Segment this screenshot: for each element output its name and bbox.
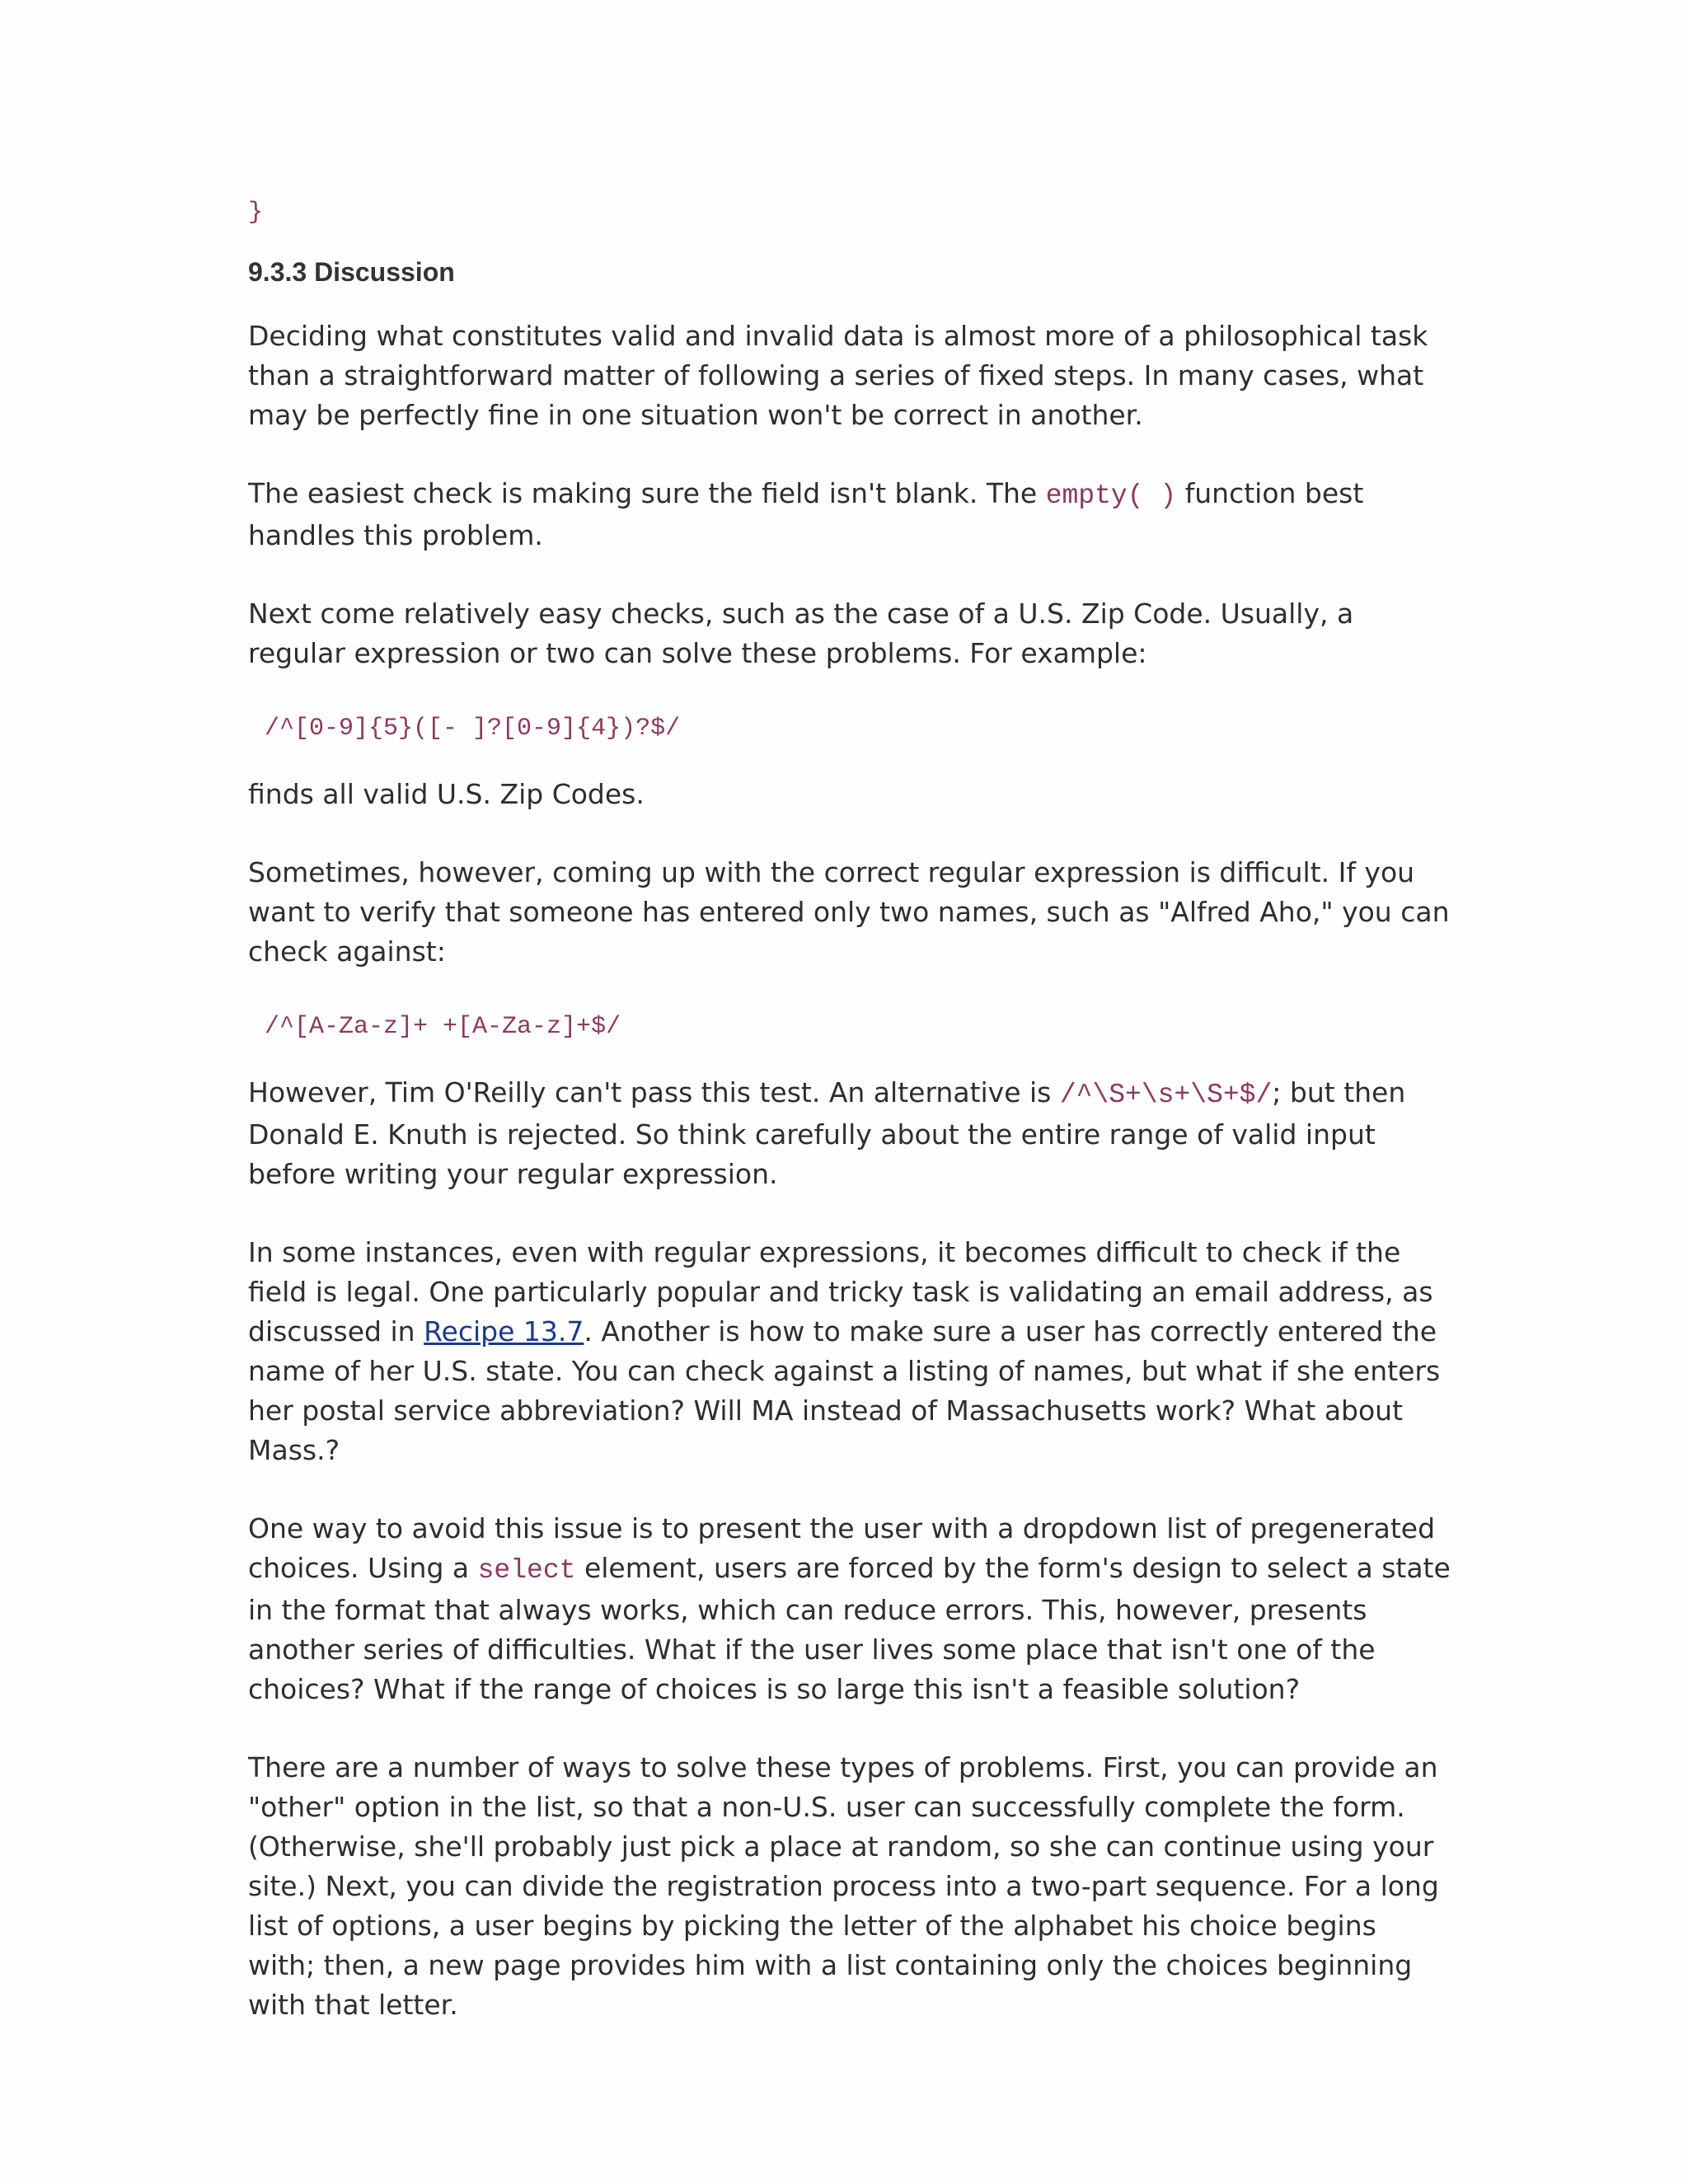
paragraph-2-text-before: The easiest check is making sure the field isn't blank. The [248, 477, 1046, 509]
paragraph-8-text-after: element, users are forced by the form's design to select a state in the format that always works, which can reduce errors. This, however, presents another series of difficulties. What if the user lives some place that isn't one of the choices? What if the range of choices is so large this isn't a feasible solution? [248, 1552, 1451, 1705]
paragraph-7 [248, 1233, 1451, 1470]
inline-code-select: select [477, 1555, 576, 1586]
code-block-zip-regex: /^[0-9]{5}([- ]?[0-9]{4})?$/ [265, 715, 681, 743]
paragraph-6-text-before: However, Tim O'Reilly can't pass this test. An alternative is [248, 1076, 1060, 1108]
paragraph-7-text-after: . Another is how to make sure a user has correctly entered the name of her U.S. state. You can check against a listing of names, but what if she enters her postal service abbreviation? Will MA instead of Massachusetts work? What about Mass.? [248, 1315, 1441, 1466]
section-heading: 9.3.3 Discussion [248, 257, 455, 287]
recipe-link[interactable]: Recipe 13.7 [424, 1315, 584, 1347]
paragraph-3: Next come relatively easy checks, such as the case of a U.S. Zip Code. Usually, a regular expression or two can solve these problems. For example: [248, 598, 1354, 669]
paragraph-2-text-after: function best handles this problem. [248, 477, 1364, 551]
inline-code-empty: empty( ) [1045, 480, 1177, 511]
code-closing-brace: } [248, 199, 264, 227]
code-block-name-regex: /^[A-Za-z]+ +[A-Za-z]+$/ [265, 1013, 621, 1041]
paragraph-7-text-before: In some instances, even with regular expressions, it becomes difficult to check if the field is legal. One particularly popular and tricky task is validating an email address, as discussed in [248, 1236, 1433, 1347]
paragraph-8-text-before: One way to avoid this issue is to present the user with a dropdown list of pregenerated choices. Using a [248, 1512, 1436, 1584]
paragraph-2 [248, 474, 1451, 555]
page-content [248, 196, 1451, 2064]
paragraph-6-text-after: ; but then Donald E. Knuth is rejected. So think carefully about the entire range of valid input before writing your regular expression. [248, 1076, 1406, 1190]
inline-code-alt-regex: /^\S+\s+\S+$/ [1059, 1080, 1273, 1110]
paragraph-9: There are a number of ways to solve these types of problems. First, you can provide an "other" option in the list, so that a non-U.S. user can successfully complete the form. (Otherwise, she'll probably just pick a place at random, so she can continue using your site.) Next, you can divide the registration process into a two-part sequence. For a long list of options, a user begins by picking the letter of the alphabet his choice begins with; then, a new page provides him with a list containing only the choices beginning with that letter. [248, 1751, 1439, 2021]
paragraph-1: Deciding what constitutes valid and invalid data is almost more of a philosophical task than a straightforward matter of following a series of fixed steps. In many cases, what may be perfectly fine in one situation won't be correct in another. [248, 320, 1428, 431]
paragraph-5: Sometimes, however, coming up with the correct regular expression is difficult. If you want to verify that someone has entered only two names, such as "Alfred Aho," you can check against: [248, 856, 1450, 968]
paragraph-4: finds all valid U.S. Zip Codes. [248, 778, 645, 810]
paragraph-6 [248, 1073, 1451, 1194]
paragraph-8 [248, 1509, 1451, 1709]
